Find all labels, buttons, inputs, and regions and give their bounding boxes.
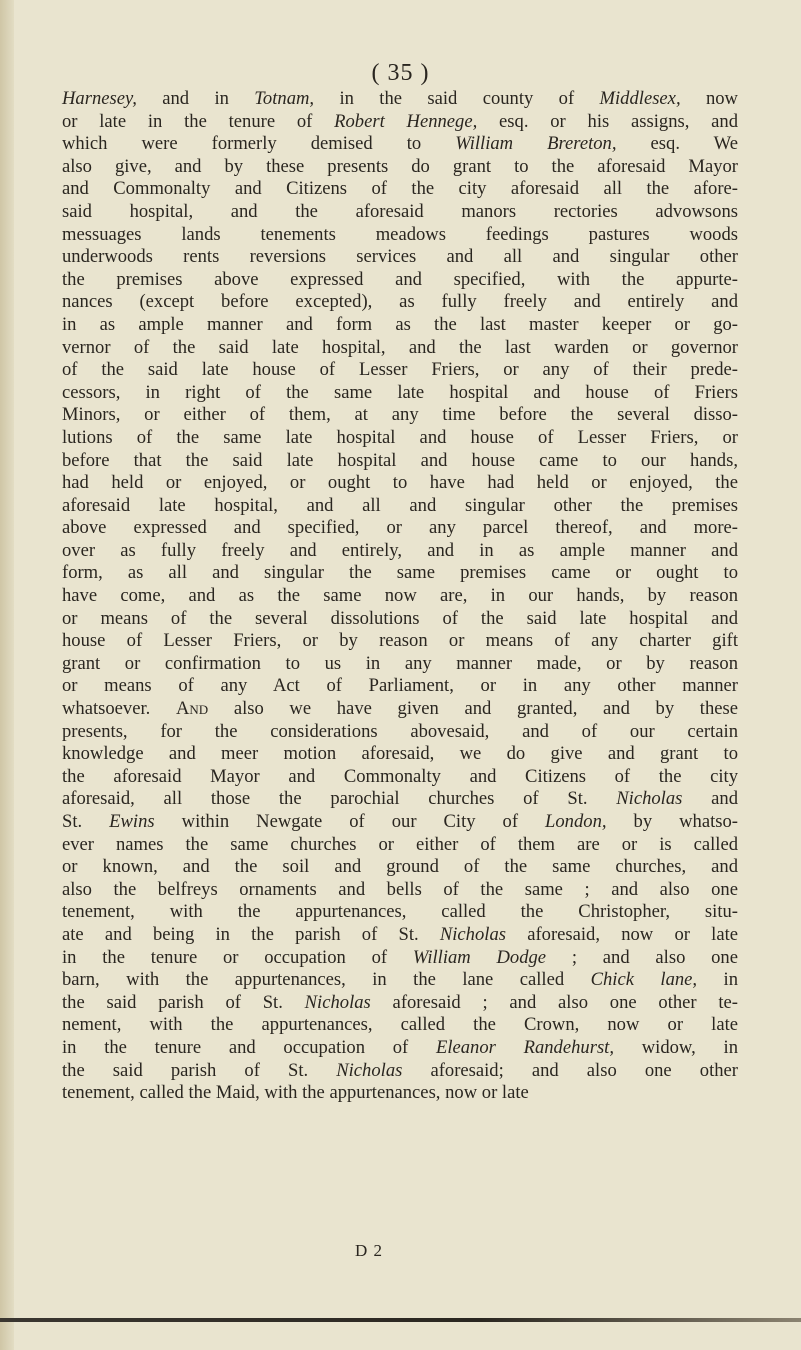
text-line xyxy=(62,111,738,134)
text-run: or means of any Act of Parliament, or in any other manner xyxy=(62,675,738,697)
text-run: aforesaid; and also one other xyxy=(402,1059,738,1081)
text-run: St. xyxy=(62,811,110,832)
text-run: and xyxy=(682,788,738,810)
text-run: or late in the tenure of xyxy=(62,110,335,132)
text-run: aforesaid, now or late xyxy=(505,923,738,945)
text-line xyxy=(62,88,738,111)
text-line xyxy=(62,879,738,902)
page-binding-edge xyxy=(0,0,14,1350)
text-run: in xyxy=(697,969,738,991)
text-line xyxy=(62,1014,738,1037)
text-line xyxy=(62,992,738,1015)
text-line xyxy=(62,947,738,970)
text-line xyxy=(62,969,738,992)
text-run: also give, and by these presents do grant to the aforesaid Mayor xyxy=(62,155,738,177)
text-run: ate and being in the parish of St. xyxy=(62,923,440,945)
text-run: and Commonalty and Citizens of the city aforesaid all the afore- xyxy=(62,178,738,200)
italic-run: Chick lane, xyxy=(590,969,698,991)
text-run: or means of the several dissolutions of the said late hospital and xyxy=(62,607,738,629)
text-line xyxy=(62,495,738,518)
text-line xyxy=(62,743,738,766)
text-line xyxy=(62,811,738,834)
text-line xyxy=(62,314,738,337)
italic-run: Nicholas xyxy=(304,991,371,1013)
italic-run: London, xyxy=(545,811,607,832)
text-run: now xyxy=(680,88,738,109)
text-run: underwoods rents reversions services and all and singular other xyxy=(62,246,738,268)
text-run: aforesaid, all those the parochial churches of St. xyxy=(62,788,617,810)
text-line xyxy=(62,788,738,811)
text-line xyxy=(62,721,738,744)
text-line xyxy=(62,472,738,495)
italic-run: William Brereton, xyxy=(455,133,617,155)
text-run: tenement, called the Maid, with the appurtenances, now or late xyxy=(62,1082,529,1104)
italic-run: Totnam, xyxy=(254,88,315,109)
text-run: esq. or his assigns, and xyxy=(477,110,739,132)
text-line xyxy=(62,246,738,269)
text-line xyxy=(62,675,738,698)
text-line xyxy=(62,630,738,653)
text-line xyxy=(62,1082,738,1105)
text-line xyxy=(62,540,738,563)
text-line xyxy=(62,834,738,857)
italic-run: Nicholas xyxy=(336,1059,403,1081)
text-run: nement, with the appurtenances, called the Crown, now or late xyxy=(62,1014,738,1036)
text-line xyxy=(62,133,738,156)
text-run: within Newgate of our City of xyxy=(154,811,546,832)
text-run: said hospital, and the aforesaid manors rectories advowsons xyxy=(62,200,738,222)
text-run: the said parish of St. xyxy=(62,1059,337,1081)
text-line xyxy=(62,156,738,179)
text-run: which were formerly demised to xyxy=(62,133,456,155)
italic-run: Harnesey, xyxy=(62,88,137,109)
italic-run: Nicholas xyxy=(439,923,506,945)
text-line xyxy=(62,1060,738,1083)
page-number-header: ( 35 ) xyxy=(371,60,430,86)
text-run: aforesaid late hospital, and all and singular other the premises xyxy=(62,494,738,516)
italic-run: Middlesex, xyxy=(599,88,681,109)
text-run: presents, for the considerations abovesaid, and of our certain xyxy=(62,720,738,742)
page-bottom-rule xyxy=(0,1318,801,1322)
text-line xyxy=(62,698,738,721)
text-run: the said parish of St. xyxy=(62,991,305,1013)
body-text xyxy=(62,88,738,1105)
text-run: in the tenure or occupation of xyxy=(62,946,413,968)
text-line xyxy=(62,382,738,405)
text-run: barn, with the appurtenances, in the lane called xyxy=(62,969,591,991)
text-run: ; and also one xyxy=(546,946,738,968)
text-run: vernor of the said late hospital, and the last warden or governor xyxy=(62,336,738,358)
text-run: widow, in xyxy=(614,1036,738,1058)
text-run: grant or confirmation to us in any manner made, or by reason xyxy=(62,652,738,674)
text-run: house of Lesser Friers, or by reason or means of any charter gift xyxy=(62,630,738,652)
text-run: also we have given and granted, and by these xyxy=(208,698,738,720)
text-line xyxy=(62,901,738,924)
text-run: form, as all and singular the same premises came or ought to xyxy=(62,562,738,584)
text-line xyxy=(62,766,738,789)
text-run: in the said county of xyxy=(314,88,600,109)
text-run: Minors, or either of them, at any time before the several disso- xyxy=(62,404,738,426)
text-run: the premises above expressed and specified, with the appurte- xyxy=(62,268,738,290)
text-run: esq. We xyxy=(616,133,738,155)
text-run: tenement, with the appurtenances, called the Christopher, situ- xyxy=(62,901,738,923)
text-line xyxy=(62,269,738,292)
text-line xyxy=(62,201,738,224)
text-line xyxy=(62,178,738,201)
text-line xyxy=(62,608,738,631)
text-run: of the said late house of Lesser Friers, or any of their prede- xyxy=(62,359,738,381)
text-run: the aforesaid Mayor and Commonalty and Citizens of the city xyxy=(62,765,738,787)
text-run: and in xyxy=(136,88,255,109)
text-run: also the belfreys ornaments and bells of the same ; and also one xyxy=(62,878,738,900)
italic-run: Eleanor Randehurst, xyxy=(435,1036,614,1058)
text-run: ever names the same churches or either of them are or is called xyxy=(62,833,738,855)
text-line xyxy=(62,450,738,473)
text-run: in as ample manner and form as the last master keeper or go- xyxy=(62,313,738,335)
text-run: knowledge and meer motion aforesaid, we do give and grant to xyxy=(62,743,738,765)
italic-run: Ewins xyxy=(109,811,155,832)
italic-run: Nicholas xyxy=(616,788,683,810)
text-line xyxy=(62,359,738,382)
text-run: whatsoever. xyxy=(62,698,176,720)
italic-run: William Dodge xyxy=(412,946,547,968)
text-run: above expressed and specified, or any parcel thereof, and more- xyxy=(62,517,738,539)
text-line xyxy=(62,337,738,360)
text-line xyxy=(62,585,738,608)
text-line xyxy=(62,291,738,314)
text-run: have come, and as the same now are, in our hands, by reason xyxy=(62,585,738,607)
text-line xyxy=(62,924,738,947)
text-line xyxy=(62,517,738,540)
text-run: aforesaid ; and also one other te- xyxy=(370,991,738,1013)
text-run: in the tenure and occupation of xyxy=(62,1036,436,1058)
text-run: lutions of the same late hospital and house of Lesser Friers, or xyxy=(62,426,738,448)
italic-run: Robert Hennege, xyxy=(334,110,478,132)
signature-mark: D 2 xyxy=(355,1241,384,1260)
text-run: had held or enjoyed, or ought to have had held or enjoyed, the xyxy=(62,472,738,494)
text-line xyxy=(62,562,738,585)
text-line xyxy=(62,404,738,427)
text-line xyxy=(62,427,738,450)
text-run: messuages lands tenements meadows feedings pastures woods xyxy=(62,223,738,245)
text-run: cessors, in right of the same late hospital and house of Friers xyxy=(62,381,738,403)
small-caps-run: And xyxy=(175,698,209,720)
text-run: nances (except before excepted), as fully freely and entirely and xyxy=(62,291,738,313)
text-line xyxy=(62,653,738,676)
text-line xyxy=(62,224,738,247)
text-line xyxy=(62,1037,738,1060)
text-run: over as fully freely and entirely, and in as ample manner and xyxy=(62,539,738,561)
text-run: before that the said late hospital and house came to our hands, xyxy=(62,449,738,471)
text-line xyxy=(62,856,738,879)
text-run: by whatso- xyxy=(606,811,738,832)
text-run: or known, and the soil and ground of the same churches, and xyxy=(62,856,738,878)
